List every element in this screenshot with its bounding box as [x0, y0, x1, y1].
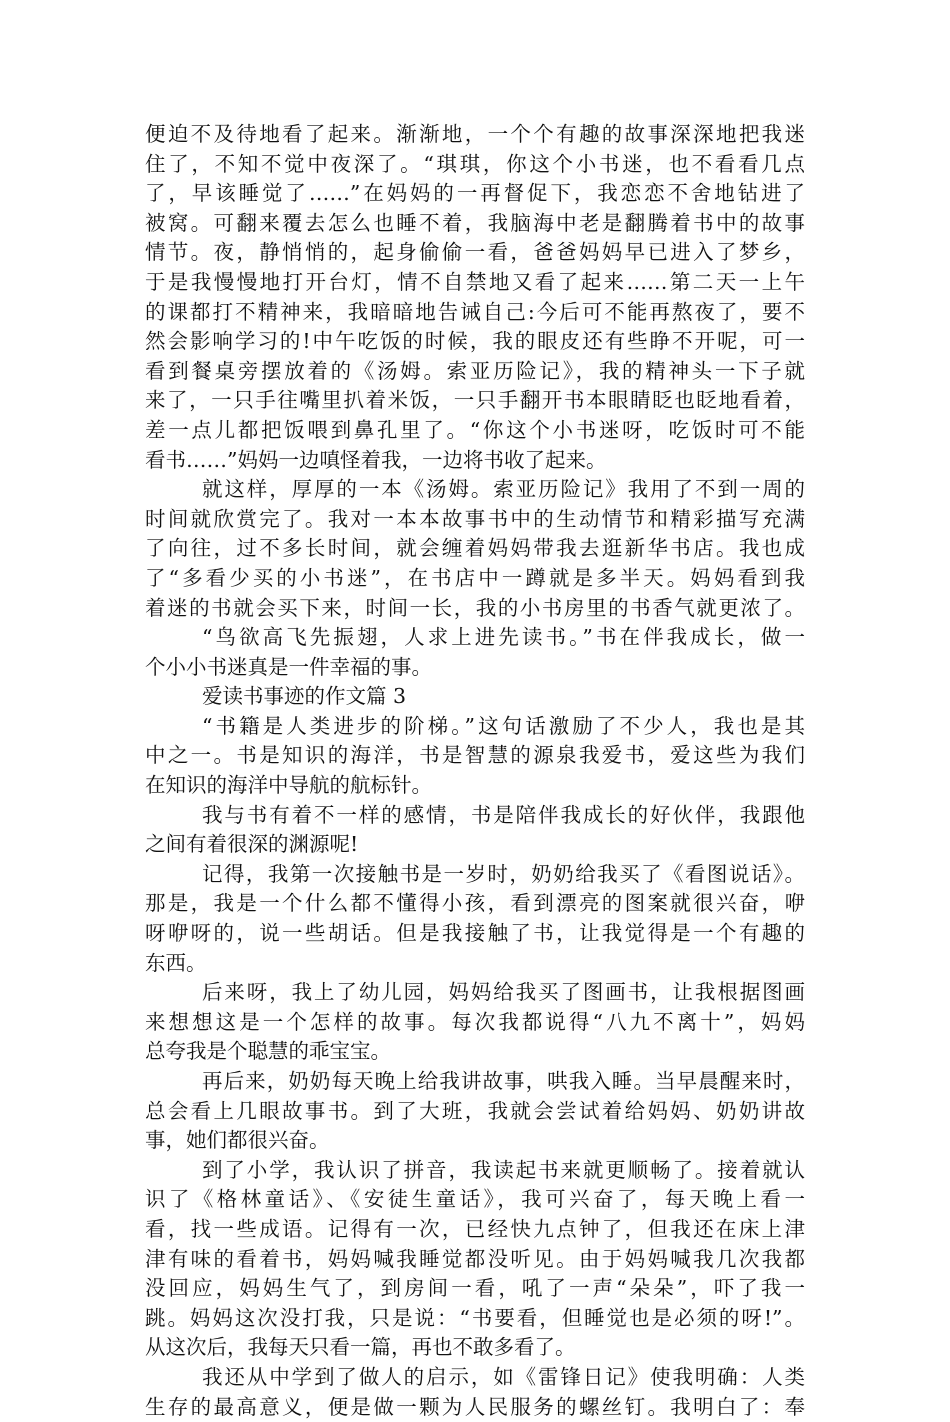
- text-line: 津有味的看着书，妈妈喊我睡觉都没听见。由于妈妈喊我几次我都: [145, 1246, 805, 1271]
- body-text: [145, 120, 805, 1422]
- text-line: 爱读书事迹的作文篇 3: [202, 684, 407, 709]
- text-line: 被窝。可翻来覆去怎么也睡不着，我脑海中老是翻腾着书中的故事: [145, 210, 805, 235]
- text-line: 后来呀，我上了幼儿园，妈妈给我买了图画书，让我根据图画: [202, 980, 805, 1005]
- text-line: 事，她们都很兴奋。: [145, 1128, 330, 1153]
- text-line: 跳。妈妈这次没打我，只是说：“书要看，但睡觉也是必须的呀!”。: [145, 1305, 805, 1330]
- text-line: 便迫不及待地看了起来。渐渐地，一个个有趣的故事深深地把我迷: [145, 122, 805, 146]
- text-line: 我还从中学到了做人的启示，如《雷锋日记》使我明确：人类: [202, 1364, 805, 1389]
- text-line: 总会看上几眼故事书。到了大班，我就会尝试着给妈妈、奶奶讲故: [145, 1098, 805, 1123]
- text-line: “书籍是人类进步的阶梯。”这句话激励了不少人，我也是其: [202, 713, 805, 738]
- text-line: 着迷的书就会买下来，时间一长，我的小书房里的书香气就更浓了。: [145, 595, 805, 620]
- text-line: 时间就欣赏完了。我对一本本故事书中的生动情节和精彩描写充满: [145, 506, 805, 531]
- text-line: 来了，一只手往嘴里扒着米饭，一只手翻开书本眼睛眨也眨地看着，: [145, 388, 805, 413]
- text-line: 了“多看少买的小书迷”，在书店中一蹲就是多半天。妈妈看到我: [145, 565, 805, 590]
- text-line: 了，早该睡觉了……”在妈妈的一再督促下，我恋恋不舍地钻进了: [145, 181, 805, 206]
- text-line: 我与书有着不一样的感情，书是陪伴我成长的好伙伴，我跟他: [202, 802, 805, 827]
- text-line: 来想想这是一个怎样的故事。每次我都说得“八九不离十”，妈妈: [145, 1009, 805, 1034]
- text-line: 生存的最高意义，便是做一颗为人民服务的螺丝钉。我明白了：奉: [145, 1394, 805, 1419]
- text-line: 于是我慢慢地打开台灯，情不自禁地又看了起来……第二天一上午: [145, 269, 805, 294]
- text-line: 看到餐桌旁摆放着的《汤姆。索亚历险记》，我的精神头一下子就: [145, 358, 805, 383]
- text-line: 没回应，妈妈生气了，到房间一看，吼了一声“朵朵”，吓了我一: [145, 1276, 805, 1301]
- text-line: 个小小书迷真是一件幸福的事。: [145, 654, 432, 679]
- text-line: 就这样，厚厚的一本《汤姆。索亚历险记》我用了不到一周的: [202, 477, 805, 502]
- text-line: 住了，不知不觉中夜深了。“琪琪，你这个小书迷，也不看看几点: [145, 151, 805, 176]
- text-line: 识了《格林童话》、《安徒生童话》，我可兴奋了，每天晚上看一: [145, 1187, 805, 1212]
- text-line: 再后来，奶奶每天晚上给我讲故事，哄我入睡。当早晨醒来时，: [202, 1069, 805, 1093]
- text-line: 呀咿呀的，说一些胡话。但是我接触了书，让我觉得是一个有趣的: [145, 921, 805, 946]
- text-line: “鸟欲高飞先振翅，人求上进先读书。”书在伴我成长，做一: [202, 625, 805, 650]
- text-line: 记得，我第一次接触书是一岁时，奶奶给我买了《看图说话》。: [202, 861, 805, 886]
- text-line: 的课都打不精神来，我暗暗地告诫自己:今后可不能再熬夜了，要不: [145, 299, 805, 324]
- text-line: 看，找一些成语。记得有一次，已经快九点钟了，但我还在床上津: [145, 1216, 805, 1241]
- text-line: 到了小学，我认识了拼音，我读起书来就更顺畅了。接着就认: [202, 1157, 805, 1182]
- text-line: 之间有着很深的渊源呢!: [145, 832, 359, 857]
- text-line: 然会影响学习的!中午吃饭的时候，我的眼皮还有些睁不开呢，可一: [145, 329, 805, 354]
- text-line: 看书……”妈妈一边嗔怪着我，一边将书收了起来。: [145, 447, 607, 472]
- text-line: 在知识的海洋中导航的航标针。: [145, 773, 432, 798]
- text-line: 中之一。书是知识的海洋，书是智慧的源泉我爱书，爱这些为我们: [145, 743, 805, 768]
- text-line: 差一点儿都把饭喂到鼻孔里了。“你这个小书迷呀，吃饭时可不能: [145, 417, 805, 442]
- text-line: 总夸我是个聪慧的乖宝宝。: [145, 1039, 391, 1064]
- text-line: 东西。: [145, 950, 207, 975]
- text-line: 情节。夜，静悄悄的，起身偷偷一看，爸爸妈妈早已进入了梦乡，: [145, 240, 805, 265]
- text-line: 从这次后，我每天只看一篇，再也不敢多看了。: [145, 1335, 576, 1360]
- text-line: 那是，我是一个什么都不懂得小孩，看到漂亮的图案就很兴奋，咿: [145, 891, 805, 916]
- text-line: 了向往，过不多长时间，就会缠着妈妈带我去逛新华书店。我也成: [145, 536, 805, 561]
